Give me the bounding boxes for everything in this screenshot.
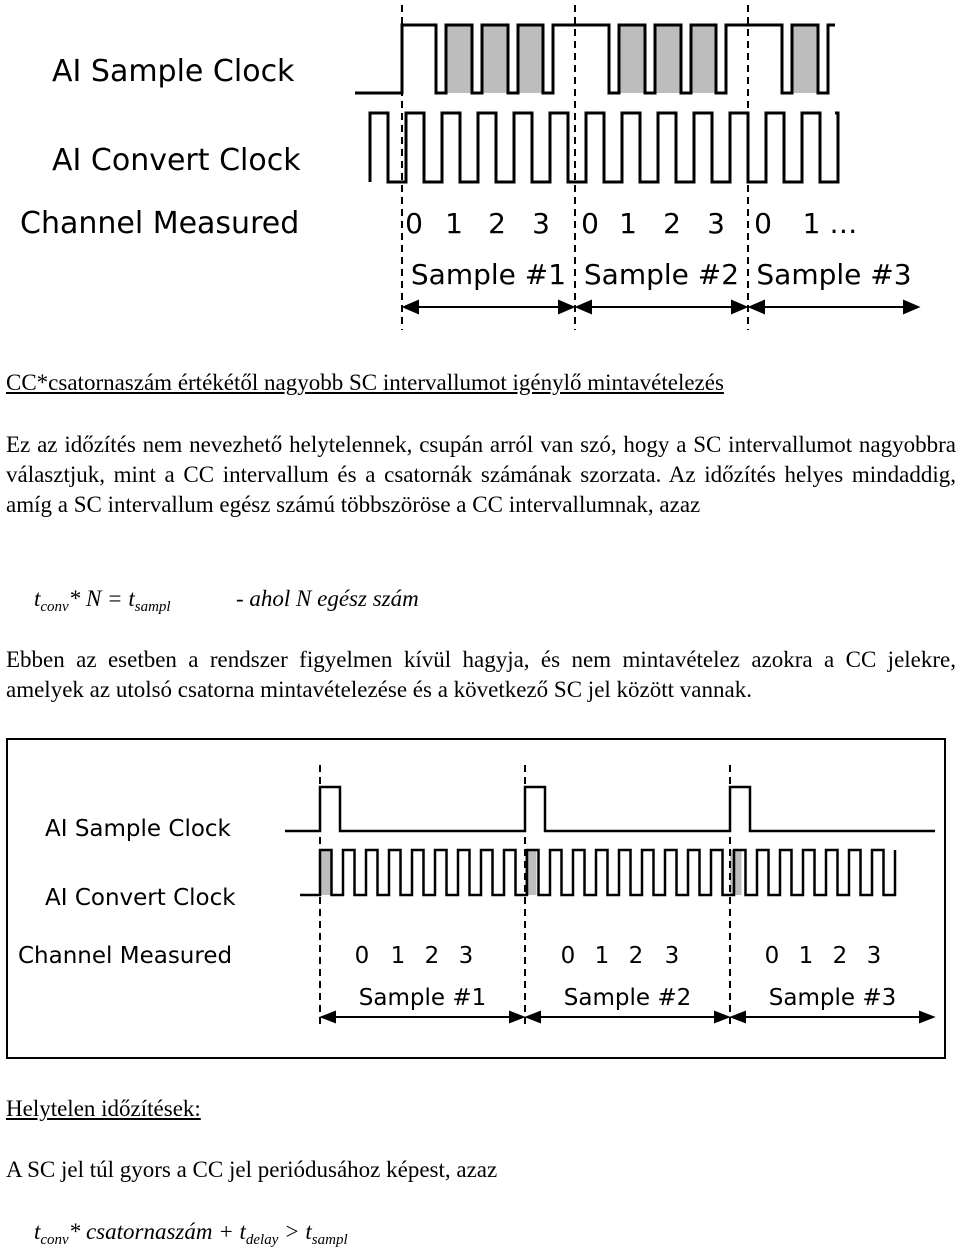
eq2-t: t: [34, 1219, 41, 1244]
paragraph-2: Ebben az esetben a rendszer figyelmen kívül hagyja, és nem mintavételez azokra a CC jelekre, amelyek az utolsó csatorna mintavételezése és a következő SC jel között vannak.: [6, 647, 956, 702]
eq2-gt: > t: [278, 1219, 312, 1244]
channel-number: 3: [532, 207, 550, 240]
paragraph-1: Ez az időzítés nem nevezhető helytelennek, csupán arról van szó, hogy a SC intervallumot nagyobbra választjuk, mint a CC intervallum és a csatornák számának szorzata. Az időzítés helyes mindaddig, amíg a SC intervallum egész számú többszöröse a CC intervallumnak, azaz: [6, 432, 956, 517]
sample-label: Sample #1: [410, 258, 567, 291]
shaded-interval: [320, 850, 332, 895]
sample-span-arrow: [527, 1012, 728, 1022]
shaded-interval: [446, 25, 472, 93]
channel-number: 2: [488, 207, 506, 240]
channel-number: 2: [628, 943, 644, 969]
paragraph-3: A SC jel túl gyors a CC jel periódusához képest, azaz: [6, 1157, 498, 1182]
channel-number: 2: [663, 207, 681, 240]
sample-label: Sample #1: [358, 985, 487, 1011]
channel-number: 1: [594, 943, 610, 969]
ai-convert-clock-waveform-2: [300, 850, 895, 895]
sample-label: Sample #3: [768, 985, 897, 1011]
eq1-sub-sampl: sampl: [134, 599, 171, 615]
channel-measured-label-2: Channel Measured: [18, 943, 233, 969]
equation-2: [34, 1217, 348, 1247]
channel-number: 3: [707, 207, 725, 240]
eq2-sub-delay: delay: [245, 1232, 279, 1248]
sample-span-arrow: [732, 1012, 933, 1022]
shaded-interval: [482, 25, 508, 93]
ai-sample-clock-label-2: AI Sample Clock: [45, 816, 231, 842]
channel-number: 3: [458, 943, 474, 969]
eq1-sub-conv: conv: [40, 599, 69, 615]
channel-number: 2: [832, 943, 848, 969]
channel-number: 0: [560, 943, 576, 969]
ai-convert-clock-label-1: AI Convert Clock: [52, 143, 301, 178]
channel-number: 1: [445, 207, 463, 240]
eq1-middle: * N = t: [68, 586, 135, 611]
ai-sample-clock-waveform-1: [355, 25, 835, 93]
shaded-interval: [518, 25, 543, 93]
ai-sample-clock-waveform-2: [285, 787, 935, 831]
shaded-interval: [730, 850, 742, 895]
shaded-interval: [691, 25, 716, 93]
section-heading-2: Helytelen időzítések:: [6, 1096, 201, 1121]
channel-number: 0: [581, 207, 599, 240]
channel-number: 0: [354, 943, 370, 969]
channel-number: 3: [664, 943, 680, 969]
channel-measured-label-1: Channel Measured: [20, 206, 300, 241]
sample-span-arrow: [404, 301, 573, 313]
sample-label: Sample #3: [756, 258, 912, 291]
equation-1: [34, 584, 171, 614]
eq2-sub-sampl: sampl: [311, 1232, 348, 1248]
shaded-interval: [655, 25, 681, 93]
timing-diagram-1: [0, 0, 960, 335]
channel-number: 1: [798, 943, 814, 969]
channel-number: 0: [754, 207, 772, 240]
shaded-interval: [619, 25, 645, 93]
sample-label: Sample #2: [563, 985, 692, 1011]
ai-sample-clock-label-1: AI Sample Clock: [52, 54, 295, 89]
eq2-middle: * csatornaszám + t: [68, 1219, 246, 1244]
channel-number: 1: [619, 207, 637, 240]
channel-number: 1 …: [802, 207, 858, 240]
timing-diagram-2: [0, 736, 960, 1066]
sample-label: Sample #2: [583, 258, 740, 291]
sample-span-arrow: [577, 301, 746, 313]
sample-span-arrow: [322, 1012, 523, 1022]
ai-convert-clock-label-2: AI Convert Clock: [45, 885, 236, 911]
equation-1-note: - ahol N egész szám: [236, 586, 419, 611]
shaded-interval: [792, 25, 818, 93]
sample-span-arrow: [750, 301, 918, 313]
eq1-t: t: [34, 586, 41, 611]
channel-number: 0: [764, 943, 780, 969]
ai-convert-clock-waveform-1: [370, 113, 838, 182]
channel-number: 2: [424, 943, 440, 969]
section-heading-1: CC*csatornaszám értékétől nagyobb SC intervallumot igénylő mintavételezés: [6, 370, 724, 395]
eq2-sub-conv: conv: [40, 1232, 69, 1248]
channel-number: 3: [866, 943, 882, 969]
channel-number: 1: [390, 943, 406, 969]
channel-number: 0: [405, 207, 423, 240]
